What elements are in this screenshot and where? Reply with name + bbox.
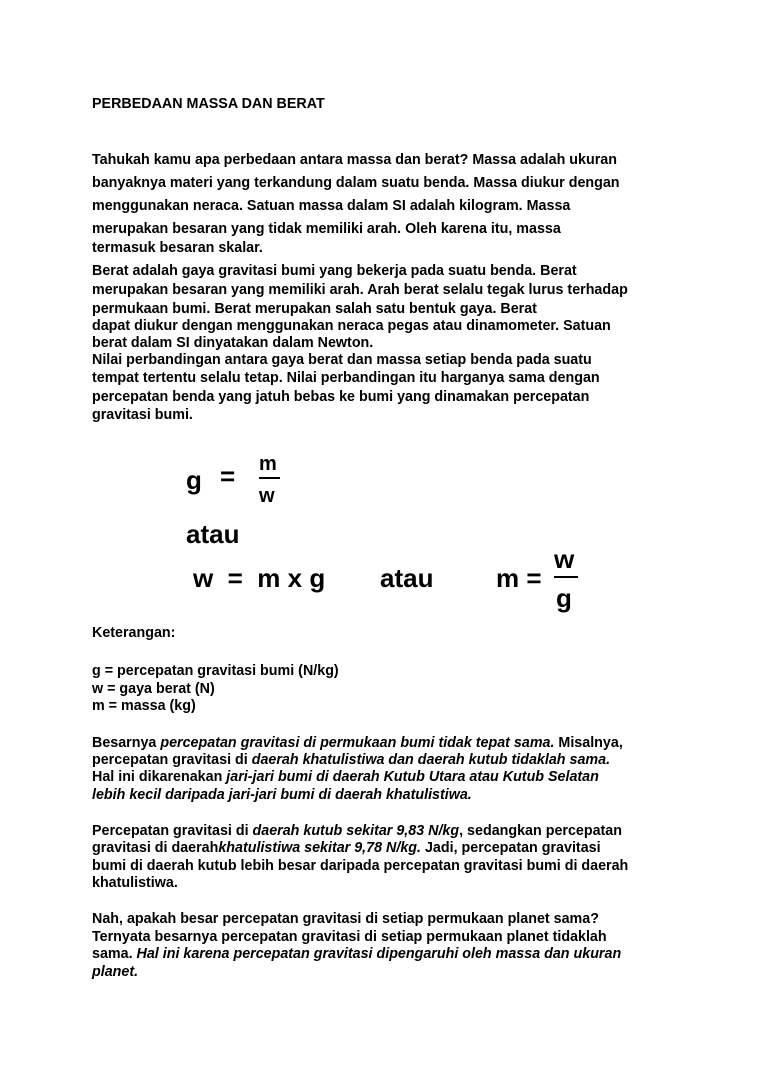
text-line: merupakan besaran yang memiliki arah. Arah berat selalu tegak lurus terhadap	[92, 282, 628, 298]
text-line: gravitasi di daerahkhatulistiwa sekitar 9,78 N/kg. Jadi, percepatan gravitasi	[92, 840, 601, 856]
text-line: merupakan besaran yang tidak memiliki arah. Oleh karena itu, massa	[92, 221, 561, 237]
legend-item: m = massa (kg)	[92, 698, 196, 714]
legend-item: g = percepatan gravitasi bumi (N/kg)	[92, 663, 339, 679]
formula-atau: atau	[380, 563, 434, 593]
formula-m-equation: m =	[496, 563, 542, 593]
formula-m-numerator: m	[259, 453, 277, 475]
text-line: percepatan benda yang jatuh bebas ke bumi yang dinamakan percepatan	[92, 389, 590, 405]
fraction-line	[554, 576, 578, 578]
text-line: dapat diukur dengan menggunakan neraca pegas atau dinamometer. Satuan	[92, 318, 611, 334]
text-line: termasuk besaran skalar.	[92, 240, 263, 256]
text-line: berat dalam SI dinyatakan dalam Newton.	[92, 335, 374, 351]
text-line: Ternyata besarnya percepatan gravitasi di setiap permukaan planet tidaklah	[92, 929, 607, 945]
document-title: PERBEDAAN MASSA DAN BERAT	[92, 96, 325, 112]
keterangan-heading: Keterangan:	[92, 625, 176, 641]
fraction-line	[259, 477, 280, 479]
text-line: bumi di daerah kutub lebih besar daripada percepatan gravitasi bumi di daerah	[92, 858, 629, 874]
text-line: gravitasi bumi.	[92, 407, 193, 423]
legend-item: w = gaya berat (N)	[92, 681, 215, 697]
text-line: Berat adalah gaya gravitasi bumi yang bekerja pada suatu benda. Berat	[92, 263, 577, 279]
text-line: menggunakan neraca. Satuan massa dalam SI adalah kilogram. Massa	[92, 198, 571, 214]
text-line: Nilai perbandingan antara gaya berat dan massa setiap benda pada suatu	[92, 352, 592, 368]
text-line: Nah, apakah besar percepatan gravitasi di setiap permukaan planet sama?	[92, 911, 599, 927]
text-line: tempat tertentu selalu tetap. Nilai perbandingan itu harganya sama dengan	[92, 370, 600, 386]
formula-g: g	[186, 465, 202, 495]
text-line: sama. Hal ini karena percepatan gravitasi dipengaruhi oleh massa dan ukuran	[92, 946, 622, 962]
text-line: permukaan bumi. Berat merupakan salah satu bentuk gaya. Berat	[92, 301, 537, 317]
formula-atau: atau	[186, 519, 240, 549]
text-line: Tahukah kamu apa perbedaan antara massa dan berat? Massa adalah ukuran	[92, 152, 617, 168]
text-line: Hal ini dikarenakan jari-jari bumi di daerah Kutub Utara atau Kutub Selatan	[92, 769, 599, 785]
formula-w-numerator: w	[554, 544, 575, 574]
text-line: Percepatan gravitasi di daerah kutub sekitar 9,83 N/kg, sedangkan percepatan	[92, 823, 622, 839]
formula-equals: =	[220, 461, 236, 491]
text-line: lebih kecil daripada jari-jari bumi di daerah khatulistiwa.	[92, 787, 472, 803]
formula-w-equation: w = m x g	[193, 563, 326, 593]
text-line: planet.	[92, 964, 139, 980]
text-line: khatulistiwa.	[92, 875, 178, 891]
formula-w-denominator: w	[259, 485, 275, 507]
text-line: percepatan gravitasi di daerah khatulistiwa dan daerah kutub tidaklah sama.	[92, 752, 611, 768]
text-line: Besarnya percepatan gravitasi di permukaan bumi tidak tepat sama. Misalnya,	[92, 735, 623, 751]
formula-g-denominator: g	[556, 583, 572, 613]
text-line: banyaknya materi yang terkandung dalam suatu benda. Massa diukur dengan	[92, 175, 620, 191]
